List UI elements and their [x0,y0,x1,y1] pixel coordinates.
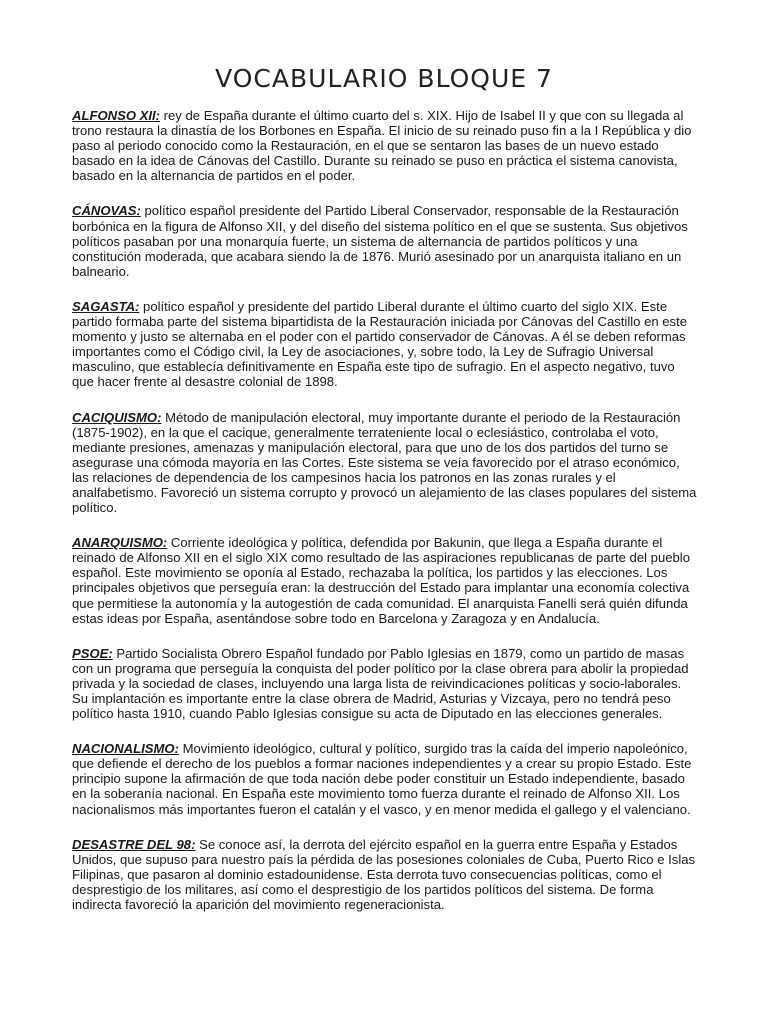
vocabulary-entry-nacionalismo [72,741,698,816]
entry-term: SAGASTA: [72,298,140,314]
vocabulary-entry-sagasta [72,299,698,390]
page-title: VOCABULARIO BLOQUE 7 [215,64,553,93]
entry-term: DESASTRE DEL 98: [72,836,196,852]
entry-term: CÁNOVAS: [72,203,141,219]
entry-term: NACIONALISMO: [72,741,179,757]
entry-definition: político español y presidente del partido Liberal durante el último cuarto del siglo XIX. Este partido formaba parte del sistema bipartidista de la Restauración iniciada por Cánovas del Castillo en este momento y justo se alternaba en el poder con el partido conservador de Cánovas. A él se deben reformas importantes como el Código civil, la Ley de asociaciones, y, sobre todo, la Ley de Sufragio Universal masculino, que establecía definitivamente en España este tipo de sufragio. En el aspecto negativo, tuvo que hacer frente al desastre colonial de 1898. [72,298,688,390]
entry-definition: Método de manipulación electoral, muy importante durante el periodo de la Restauración (1875-1902), en la que el cacique, generalmente terrateniente local o eclesiástico, controlaba el voto, mediante presiones, amenazas y manipulación electoral, para que uno de los dos partidos del turno se asegurase una cómoda mayoría en las Cortes. Este sistema se veía favorecido por el atraso económico, las relaciones de dependencia de los campesinos hacia los patronos en las zonas rurales y el analfabetismo. Favoreció un sistema corrupto y provocó un alejamiento de las clases populares del sistema político. [72,409,697,516]
entry-definition: Partido Socialista Obrero Español fundado por Pablo Iglesias en 1879, como un partido de masas con un programa que perseguía la conquista del poder político por la clase obrera para abolir la propiedad privada y la sociedad de clases, incluyendo una larga lista de reivindicaciones políticas y socio-laborales. Su implantación es importante entre la clase obrera de Madrid, Asturias y Vizcaya, pero no tendrá peso político hasta 1910, cuando Pablo Iglesias consigue su acta de Diputado en las elecciones generales. [72,645,689,722]
vocabulary-list [72,108,698,932]
entry-definition: político español presidente del Partido Liberal Conservador, responsable de la Restauración borbónica en la figura de Alfonso XII, y del diseño del sistema político en el que se sustenta. Sus objetivos políticos pasaban por una monarquía fuerte, un sistema de alternancia de partidos políticos y una constitución moderada, que acabara siendo la de 1876. Murió asesinado por un anarquista italiano en un balneario. [72,203,688,279]
entry-term: ALFONSO XII: [72,108,161,123]
vocabulary-entry-psoe [72,646,698,721]
entry-term: PSOE: [72,645,113,661]
entry-definition: Corriente ideológica y política, defendida por Bakunin, que llega a España durante el reinado de Alfonso XII en el siglo XIX como resultado de las aspiraciones republicanas de parte del pueblo español. Este movimiento se oponía al Estado, rechazaba la política, los partidos y las elecciones. Los principales objetivos que perseguía eran: la destrucción del Estado para implantar una economía colectiva que permitiese la autonomía y la autogestión de cada comunidad. El anarquista Fanelli será quién difunda estas ideas por España, asentándose sobre todo en Barcelona y Zaragoza y en Andalucía. [72,535,690,626]
entry-definition: Se conoce así, la derrota del ejército español en la guerra entre España y Estados Unidos, que supuso para nuestro país la pérdida de las posesiones coloniales de Cuba, Puerto Rico e Islas Filipinas, que pasaron al dominio estadounidense. Esta derrota tuvo consecuencias políticas, como el desprestigio de los militares, así como el desprestigio de los partidos políticos del sistema. De forma indirecta favoreció la aparición del movimiento regeneracionista. [72,836,696,913]
entry-definition: Movimiento ideológico, cultural y político, surgido tras la caída del imperio napoleónico, que defiende el derecho de los pueblos a formar naciones independientes y a crear su propio Estado. Este principio supone la afirmación de que toda nación debe poder constituir un Estado independiente, basado en la soberanía nacional. En España este movimiento tomo fuerza durante el reinado de Alfonso XII. Los nacionalismos más importantes fueron el catalán y el vasco, y en menor medida el gallego y el valenciano. [72,741,692,817]
vocabulary-entry-alfonso-xii [72,108,698,183]
vocabulary-entry-caciquismo [72,410,698,516]
vocabulary-entry-desastre-del-98 [72,837,698,912]
entry-term: CACIQUISMO: [72,409,162,425]
entry-term: ANARQUISMO: [72,535,168,551]
entry-definition: rey de España durante el último cuarto del s. XIX. Hijo de Isabel II y que con su llegada al trono restaura la dinastía de los Borbones en España. El inicio de su reinado puso fin a la I República y dio paso al periodo conocido como la Restauración, en el que se sentaron las bases de un nuevo estado basado en la idea de Cánovas del Castillo. Durante su reinado se puso en práctica el sistema canovista, basado en la alternancia de partidos en el poder. [72,108,692,184]
vocabulary-entry-anarquismo [72,535,698,626]
vocabulary-entry-canovas [72,203,698,278]
